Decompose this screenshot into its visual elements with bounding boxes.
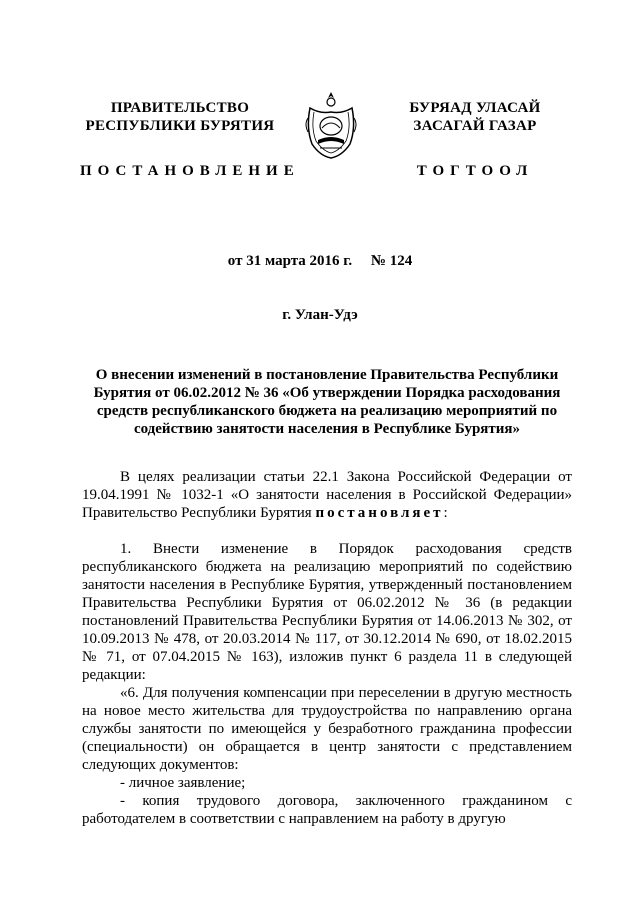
document-body bbox=[82, 468, 572, 828]
document-title: О внесении изменений в постановление Правительства Республики Бурятия от 06.02.2012 № 36 «Об утверждении Порядка расходования средств республиканского бюджета на реализацию мероприятий по содействию занятости населения в Республике Бурятия» bbox=[93, 367, 561, 437]
quoted-item-6: «6. Для получения компенсации при переселении в другую местность на новое место жительства для трудоустройства по направлению органа службы занятости по имеющейся у безработного гражданина профессии (специальности) он обращается в центр занятости с представлением следующих документов: bbox=[82, 685, 572, 773]
issuer-block-buryat bbox=[385, 99, 565, 180]
issuer-block-russian bbox=[80, 99, 300, 180]
coat-of-arms-icon bbox=[300, 88, 362, 162]
date-number-line bbox=[0, 253, 640, 270]
issuer-line-1-buryat: БУРЯАД УЛАСАЙ bbox=[409, 100, 541, 116]
issuer-line-2: РЕСПУБЛИКИ БУРЯТИЯ bbox=[85, 118, 275, 134]
preamble-text: В целях реализации статьи 22.1 Закона Российской Федерации от 19.04.1991 № 1032-1 «О занятости населения в Российской Федерации» Правительство Республики Бурятия bbox=[82, 469, 572, 521]
decrees-word: постановляет bbox=[315, 505, 444, 521]
document-kind-russian: ПОСТАНОВЛЕНИЕ bbox=[80, 163, 300, 179]
item-1-paragraph: 1. Внести изменение в Порядок расходования средств республиканского бюджета на реализацию мероприятий по содействию занятости населения в Республике Бурятия, утвержденный постановлением Правительства Республики Бурятия от 06.02.2012 № 36 (в редакции постановлений Правительства Республики Бурятия от 14.06.2013 № 302, от 10.09.2013 № 478, от 20.03.2014 № 117, от 30.12.2014 № 690, от 18.02.2015 № 71, от 07.04.2015 № 163), изложив пункт 6 раздела 11 в следующей редакции: bbox=[82, 541, 572, 683]
list-item-contract-copy: - копия трудового договора, заключенного гражданином с работодателем в соответствии с направлением на работу в другую bbox=[82, 793, 572, 827]
preamble-paragraph bbox=[82, 468, 572, 522]
city-line: г. Улан-Удэ bbox=[282, 307, 358, 323]
decrees-suffix: : bbox=[443, 505, 448, 521]
list-item-statement: - личное заявление; bbox=[120, 775, 246, 791]
document-kind-buryat: ТОГТООЛ bbox=[416, 163, 534, 179]
document-date: от 31 марта 2016 г. bbox=[227, 253, 353, 269]
issuer-line-1: ПРАВИТЕЛЬСТВО bbox=[110, 100, 250, 116]
issuer-line-2-buryat: ЗАСАГАЙ ГАЗАР bbox=[413, 118, 537, 134]
document-number: № 124 bbox=[370, 253, 413, 269]
